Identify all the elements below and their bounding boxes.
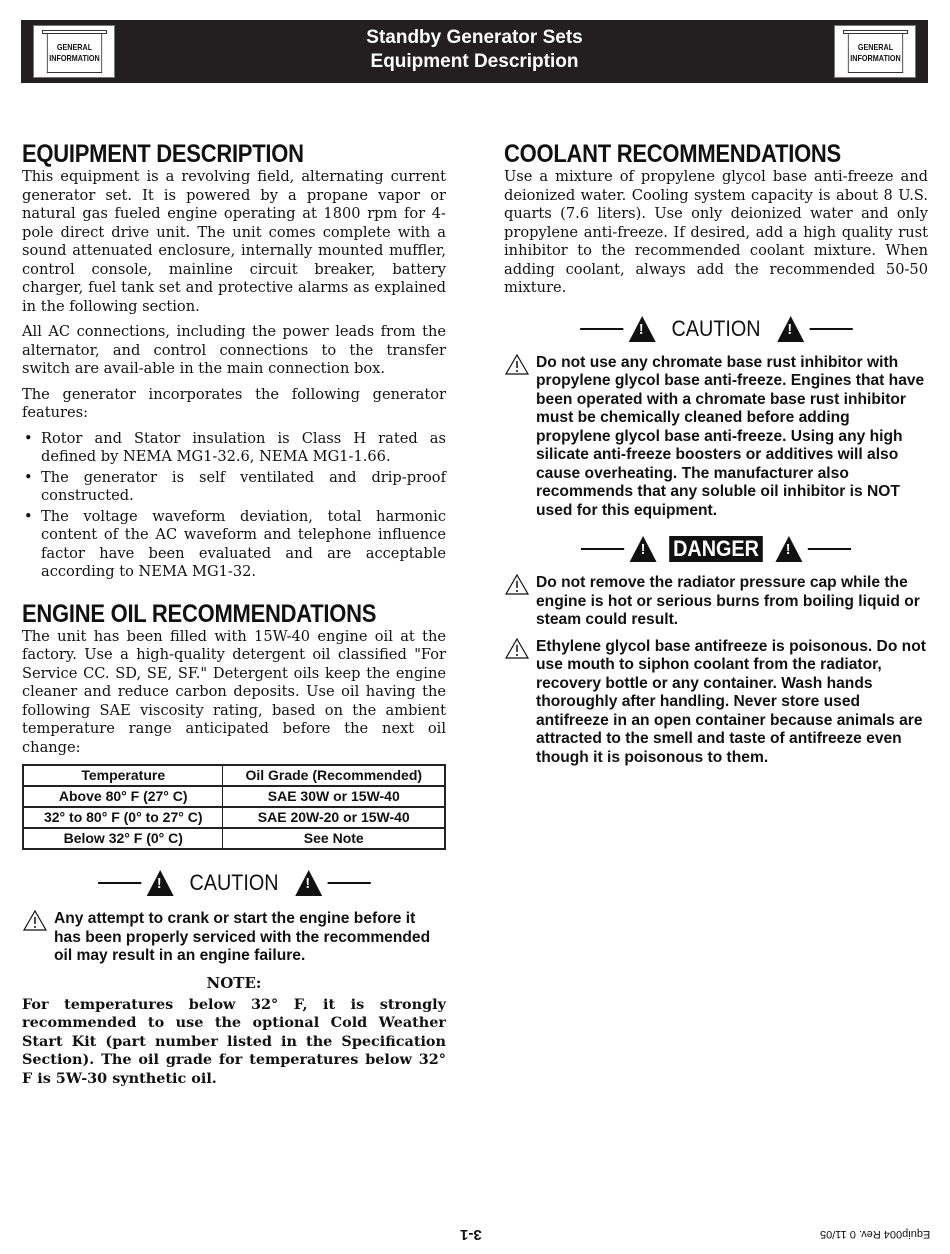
header-banner xyxy=(21,20,928,83)
table-row: Above 80° F (27° C) SAE 30W or 15W-40 xyxy=(23,786,445,807)
oil-heading: ENGINE OIL RECOMMENDATIONS xyxy=(22,599,377,628)
right-column xyxy=(504,140,928,775)
warning-outline-icon xyxy=(504,637,530,659)
warning-icon: ! xyxy=(630,536,657,562)
left-column xyxy=(22,140,446,1088)
warning-icon: ! xyxy=(295,870,322,896)
coolant-heading: COOLANT RECOMMENDATIONS xyxy=(504,140,841,168)
note-title: NOTE: xyxy=(206,973,262,992)
list-item: • Rotor and Stator insulation is Class H rated as defined by NEMA MG1-32.6, NEMA MG1-1.66. xyxy=(22,430,446,467)
general-information-tab-right: GENERAL INFORMATION xyxy=(834,25,916,78)
warning-icon: ! xyxy=(775,536,802,562)
caution-signal: ! CAUTION ! xyxy=(43,870,425,896)
warning-icon: ! xyxy=(777,316,804,342)
paragraph: The unit has been filled with 15W-40 engine oil at the factory. Use a high-quality detergent oil classified "For Service CC. SD, SE, SF." Detergent oils keep the engine cleaner and reduce carbon deposits. Use oil having the following SAE viscosity rating, based on the ambient temperature range anticipated before the next oil change: xyxy=(22,627,446,756)
caution-message: Do not use any chromate base rust inhibitor with propylene glycol base anti-freeze. Engines that have been operated with a chromate base rust inhibitor must be chemically cleaned before adding propylene glycol base anti-freeze. Using any high silicate anti-freeze boosters or additives will also cause overheating. The manufacturer also recommends that any soluble oil inhibitor is NOT used for this equipment. xyxy=(504,354,928,521)
note-text: For temperatures below 32° F, it is strongly recommended to use the optional Cold Weather Start Kit (part number listed in the Specification Section). The oil grade for temperatures below 32° F is 5W-30 synthetic oil. xyxy=(22,995,446,1087)
table-row: 32° to 80° F (0° to 27° C) SAE 20W-20 or 15W-40 xyxy=(23,807,445,828)
warning-outline-icon xyxy=(504,573,530,595)
page-title: Standby Generator Sets Equipment Description xyxy=(366,27,583,72)
danger-signal: ! DANGER ! xyxy=(525,536,907,562)
oil-grade-table: Temperature Oil Grade (Recommended) Above 80° F (27° C) SAE 30W or 15W-40 32° to 80° F (0° to 27° C) SAE 20W-20 or 15W-40 Below 32° F (0° C) See Note xyxy=(22,764,446,850)
list-item: • The generator is self ventilated and drip-proof constructed. xyxy=(22,469,446,506)
paragraph: All AC connections, including the power leads from the alternator, and control connections to the transfer switch are avail-able in the main connection box. xyxy=(22,323,446,377)
paragraph: The generator incorporates the following generator features: xyxy=(22,385,446,421)
warning-icon: ! xyxy=(146,870,173,896)
table-row: Below 32° F (0° C) See Note xyxy=(23,828,445,849)
paragraph: Use a mixture of propylene glycol base anti-freeze and deionized water. Cooling system capacity is about 8 U.S. quarts (7.6 liters). Use only deionized water and only propylene anti-freeze. If desired, add a high quality rust inhibitor to the recommended coolant mixture. When adding coolant, always add the recommended 50-50 mixture. xyxy=(504,168,928,296)
danger-message: Ethylene glycol base antifreeze is poisonous. Do not use mouth to siphon coolant from the radiator, recovery bottle or any container. Wash hands thoroughly after handling. Never store used antifreeze in an open container because animals are attracted to the smell and taste of antifreeze even though it is poisonous to them. xyxy=(504,638,928,768)
warning-outline-icon xyxy=(504,353,530,375)
equipment-heading: EQUIPMENT DESCRIPTION xyxy=(22,140,304,168)
list-item: • The voltage waveform deviation, total harmonic content of the AC waveform and telephone influence factor have been evaluated and are acceptable according to NEMA MG1-32. xyxy=(22,508,446,582)
general-information-tab-left: GENERAL INFORMATION xyxy=(33,25,115,78)
features-list xyxy=(22,430,446,582)
caution-message: Any attempt to crank or start the engine before it has been properly serviced with the recommended oil may result in an engine failure. xyxy=(22,910,446,966)
document-code: Equip004 Rev. 0 11/05 xyxy=(820,1228,931,1240)
caution-signal: ! CAUTION ! xyxy=(525,316,907,342)
paragraph: This equipment is a revolving field, alternating current generator set. It is powered by a propane vapor or natural gas fueled engine operating at 1800 rpm for 4-pole direct drive unit. The unit comes complete with a sound attenuated enclosure, internally mounted muffler, control console, mainline circuit breaker, battery charger, fuel tank set and protective alarms as explained in the following section. xyxy=(22,168,446,315)
page-number: 3-1 xyxy=(460,1226,482,1243)
warning-icon: ! xyxy=(628,316,655,342)
warning-outline-icon xyxy=(22,909,48,931)
danger-message: Do not remove the radiator pressure cap while the engine is hot or serious burns from boiling liquid or steam could result. xyxy=(504,574,928,630)
